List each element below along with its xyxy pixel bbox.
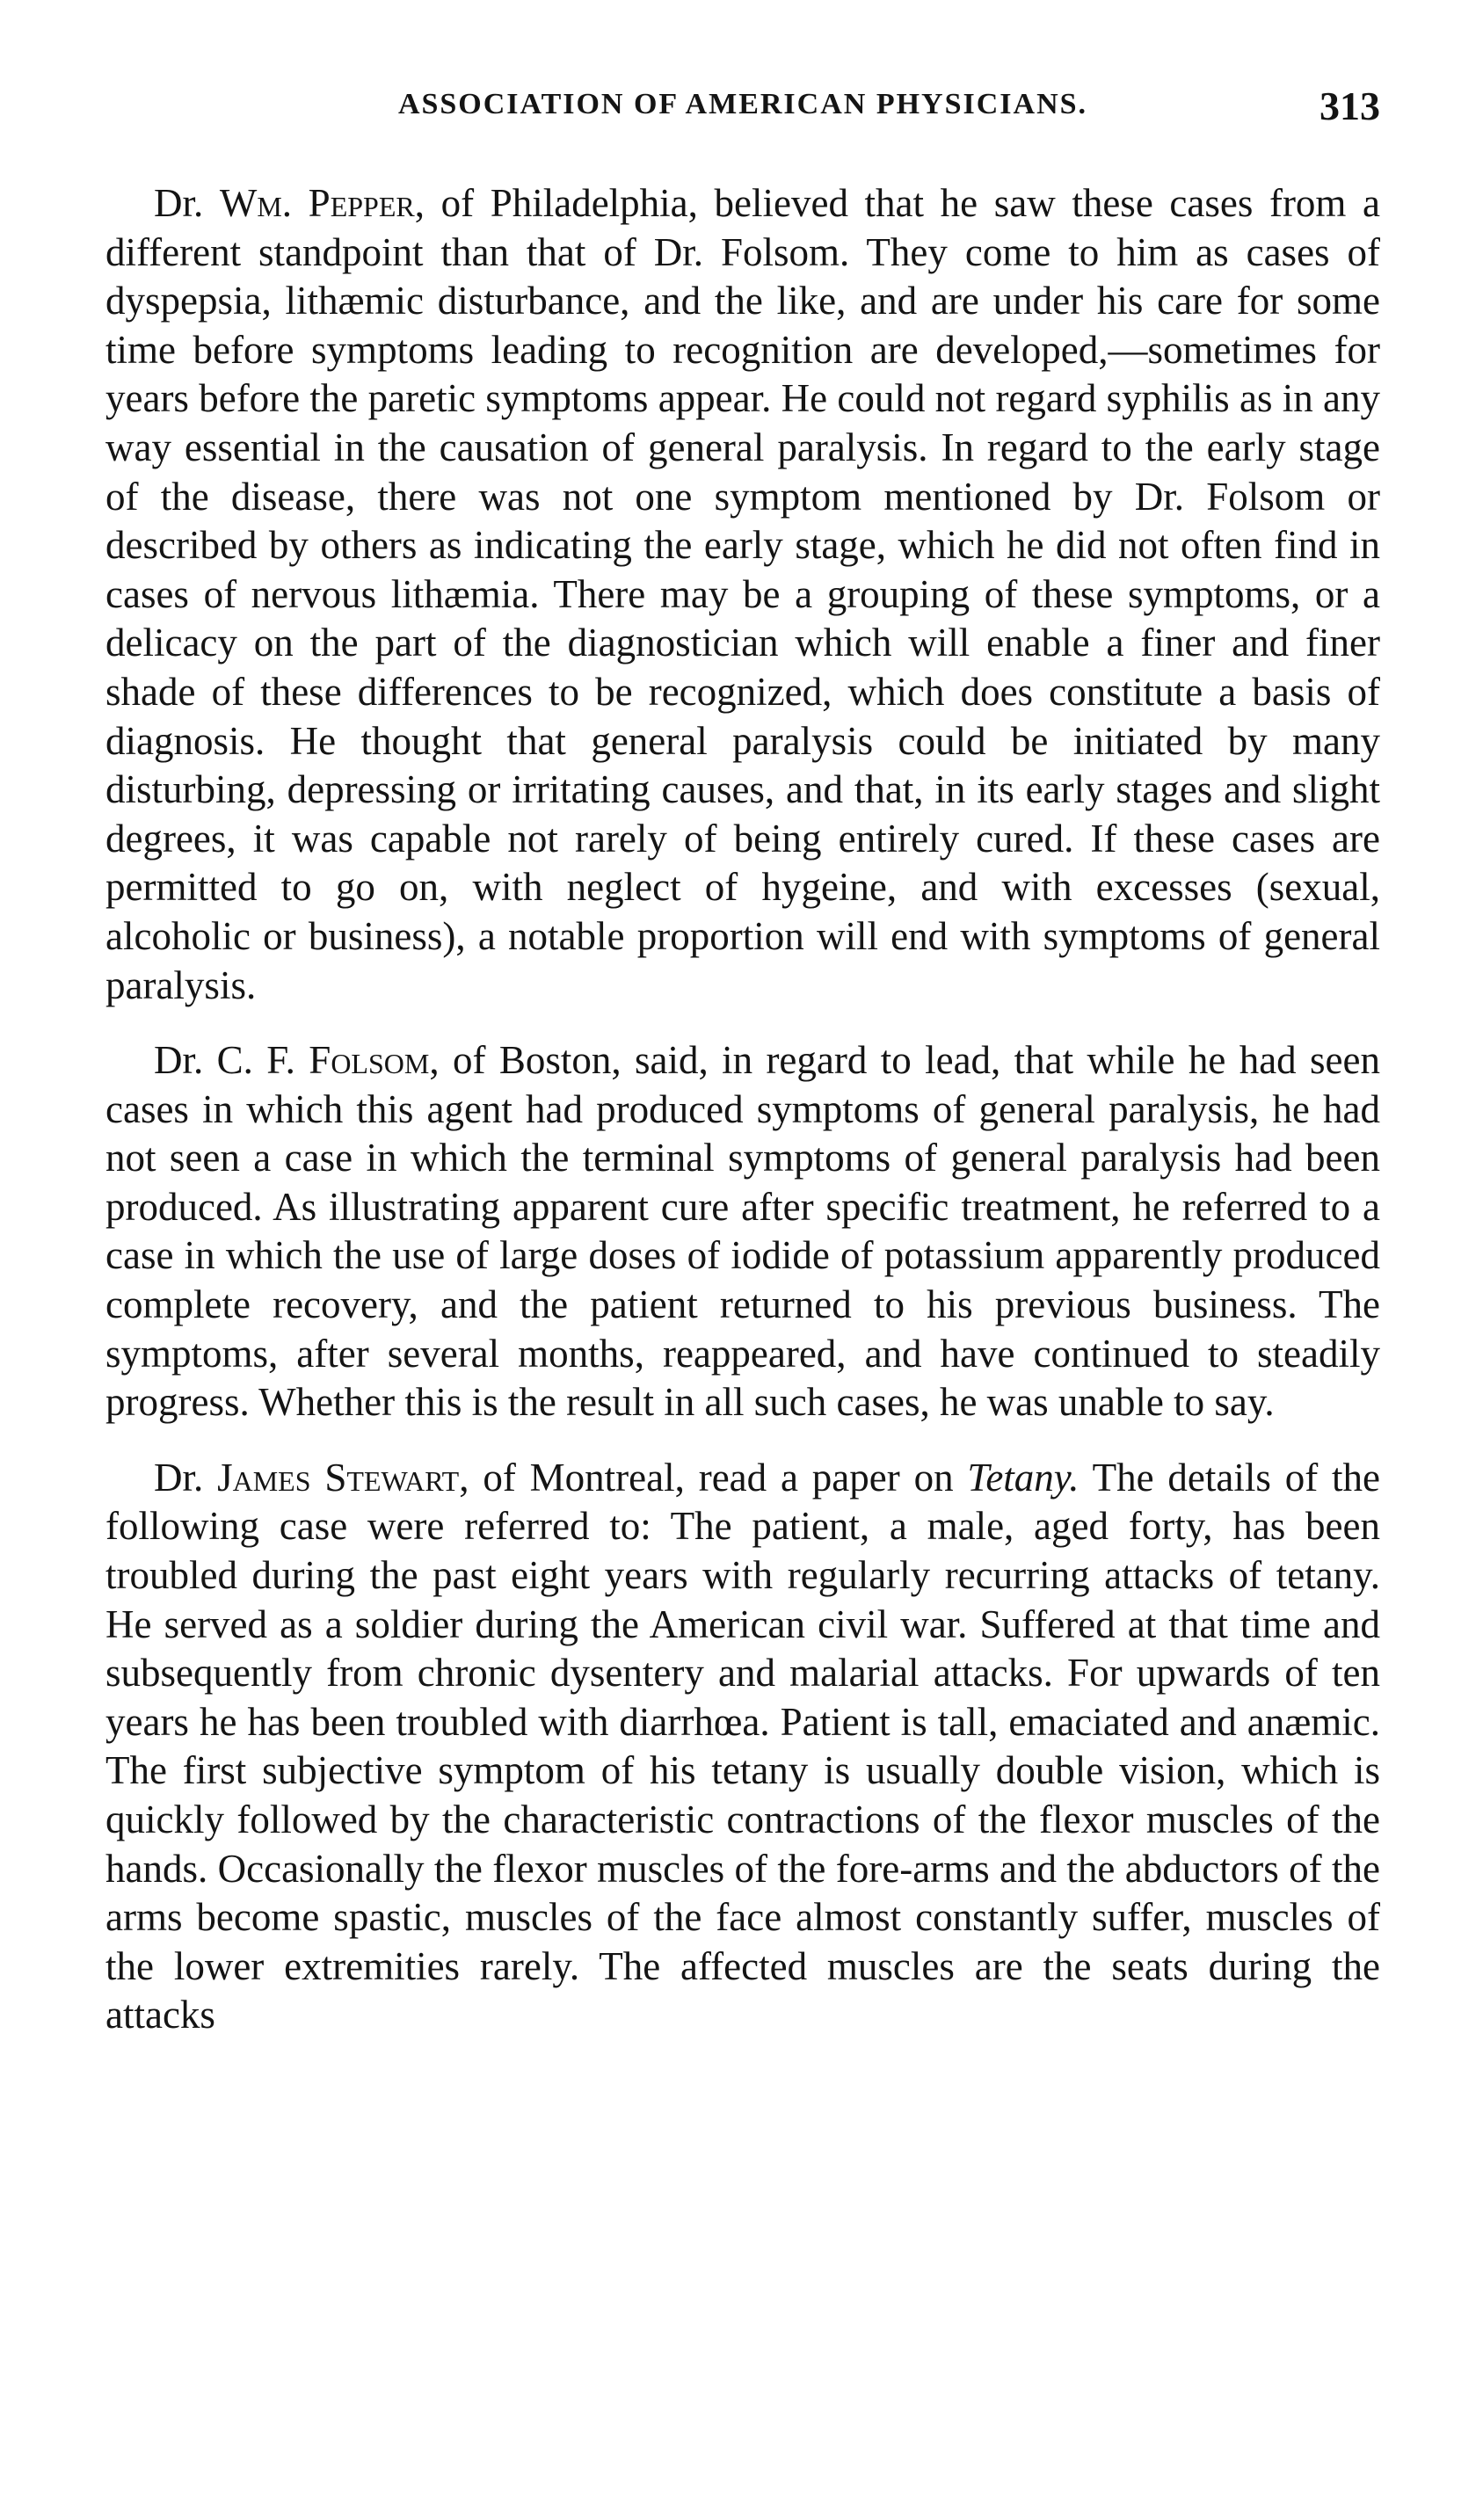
speaker-name: Wm. Pepper [219, 181, 415, 225]
paragraph-stewart [105, 1454, 1380, 2040]
speaker-prefix: Dr. [154, 1038, 217, 1083]
paragraph-pepper [105, 179, 1380, 1010]
running-title: ASSOCIATION OF AMERICAN PHYSICIANS. [397, 88, 1088, 120]
speaker-name: C. F. Folsom [216, 1038, 430, 1083]
document-page [105, 84, 1381, 2066]
speaker-prefix: Dr. [154, 181, 220, 225]
page-number: 313 [1319, 84, 1380, 128]
paper-title: Tetany. [967, 1455, 1080, 1500]
speaker-prefix: Dr. [154, 1455, 218, 1500]
paragraph-text: , of Philadelphia, believed that he saw these cases from a different standpoint than that of Dr. Folsom. They come to him as cases of dyspepsia, lithæmic disturbance, and the like, and are under his care for some time before symptoms leading to recognition are developed,—sometimes for years before the paretic symptoms appear. He could not regard syphilis as in any way essential in the causation of general paralysis. In regard to the early stage of the disease, there was not one symptom mentioned by Dr. Folsom or described by others as indicating the early stage, which he did not often find in cases of nervous lithæmia. There may be a grouping of these symptoms, or a delicacy on the part of the diagnostician which will enable a finer and finer shade of these differences to be recognized, which does constitute a basis of diagnosis. He thought that general paralysis could be initiated by many disturbing, depressing or irritating causes, and that, in its early stages and slight degrees, it was capable not rarely of being entirely cured. If these cases are permitted to go on, with neglect of hygeine, and with excesses (sexual, alcoholic or business), a notable proportion will end with symptoms of general paralysis. [105, 181, 1381, 1007]
running-head [105, 84, 1380, 141]
speaker-name: James Stewart [217, 1455, 460, 1500]
paragraph-lead-text: , of Montreal, read a paper on [459, 1455, 968, 1500]
paragraph-text: The details of the following case were referred to: The patient, a male, aged forty, has been troubled during the past eight years with regularly recurring attacks of tetany. He served as a soldier during the American civil war. Suffered at that time and subsequently from chronic dysentery and malarial attacks. For upwards of ten years he has been troubled with diarrhœa. Patient is tall, emaciated and anæmic. The first subjective symptom of his tetany is usually double vision, which is quickly followed by the characteristic contractions of the flexor muscles of the hands. Occasionally the flexor muscles of the fore-arms and the abductors of the arms become spastic, muscles of the face almost constantly suffer, muscles of the lower extremities rarely. The affected muscles are the seats during the attacks [105, 1455, 1381, 2037]
paragraph-folsom [105, 1036, 1380, 1427]
paragraph-text: , of Boston, said, in regard to lead, that while he had seen cases in which this agent had produced symptoms of general paralysis, he had not seen a case in which the terminal symptoms of general paralysis had been produced. As illustrating apparent cure after specific treatment, he referred to a case in which the use of large doses of iodide of potassium apparently produced complete recovery, and the patient returned to his previous business. The symptoms, after several months, reappeared, and have continued to steadily progress. Whether this is the result in all such cases, he was unable to say. [105, 1038, 1381, 1425]
